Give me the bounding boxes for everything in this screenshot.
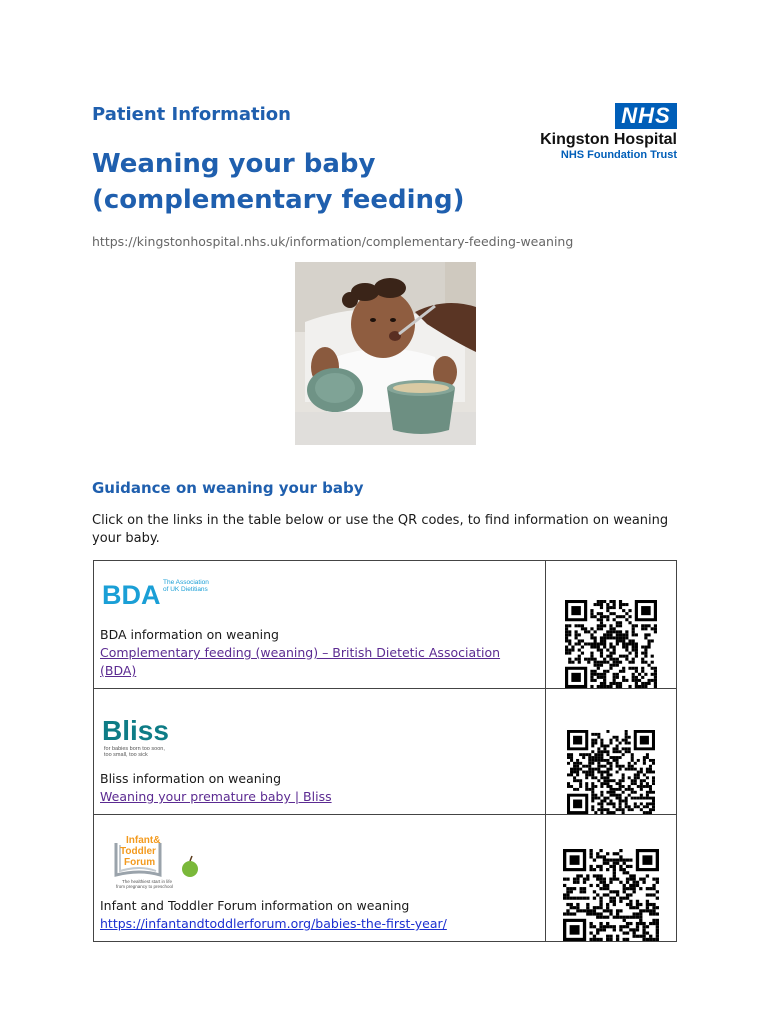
bda-logo-tagline-2: of UK Dietitians: [163, 586, 208, 593]
itf-logo-word-2: Toddler: [120, 846, 156, 857]
qr-cell: [546, 561, 677, 689]
page-title-line1: Weaning your baby: [92, 149, 376, 179]
resource-info-cell: [94, 815, 546, 942]
itf-qr-code[interactable]: [563, 849, 659, 941]
infant-toddler-forum-logo: [100, 831, 539, 891]
bda-weaning-link[interactable]: Complementary feeding (weaning) – British Dietetic Association (BDA): [100, 645, 501, 678]
baby-eating-photo: [295, 262, 476, 445]
table-row: [94, 561, 677, 689]
guidance-intro: Click on the links in the table below or use the QR codes, to find information on weaning your baby.: [92, 513, 669, 546]
itf-logo-mark: [100, 831, 230, 891]
qr-cell: [546, 689, 677, 815]
itf-weaning-link[interactable]: https://infantandtoddlerforum.org/babies-the-first-year/: [100, 916, 447, 931]
itf-logo-word-1: Infant&: [126, 835, 161, 846]
resource-info-cell: [94, 689, 546, 815]
resource-label: Infant and Toddler Forum information on weaning: [100, 898, 410, 913]
resource-label: BDA information on weaning: [100, 627, 279, 642]
bliss-logo-tagline-2: too small, too sick: [104, 752, 148, 758]
table-row: [94, 689, 677, 815]
qr-cell: [546, 815, 677, 942]
table-row: [94, 815, 677, 942]
hospital-name: Kingston Hospital: [540, 131, 677, 148]
baby-eating-illustration: [295, 262, 476, 445]
resource-table: [93, 560, 677, 942]
bliss-logo-wordmark: Bliss: [102, 715, 169, 746]
bda-logo-mark: [100, 568, 230, 608]
source-url: https://kingstonhospital.nhs.uk/information/complementary-feeding-weaning: [92, 234, 574, 249]
trust-name: NHS Foundation Trust: [560, 149, 677, 161]
page-title: [92, 146, 465, 218]
page-title-line2: (complementary feeding): [92, 185, 465, 215]
bda-qr-code[interactable]: [565, 600, 657, 688]
eyebrow-heading: Patient Information: [92, 104, 291, 125]
bliss-logo-mark: [100, 714, 230, 760]
bliss-logo-tagline-1: for babies born too soon,: [104, 746, 165, 752]
bliss-weaning-link[interactable]: Weaning your premature baby | Bliss: [100, 789, 332, 804]
itf-logo-word-3: Forum: [124, 857, 156, 868]
nhs-kingston-logo: [520, 103, 680, 163]
itf-logo-tagline-2: from pregnancy to preschool: [116, 884, 174, 889]
bda-logo-wordmark: BDA: [102, 580, 161, 608]
resource-info-cell: [94, 561, 546, 689]
guidance-heading: Guidance on weaning your baby: [92, 479, 364, 497]
bda-logo: [100, 568, 539, 620]
bliss-logo: [100, 714, 539, 764]
itf-logo-tagline-1: The healthiest start in life: [122, 879, 173, 884]
bda-logo-tagline-1: The Association: [163, 579, 209, 586]
nhs-badge: NHS: [615, 103, 677, 129]
bliss-qr-code[interactable]: [567, 730, 655, 814]
resource-label: Bliss information on weaning: [100, 771, 282, 786]
